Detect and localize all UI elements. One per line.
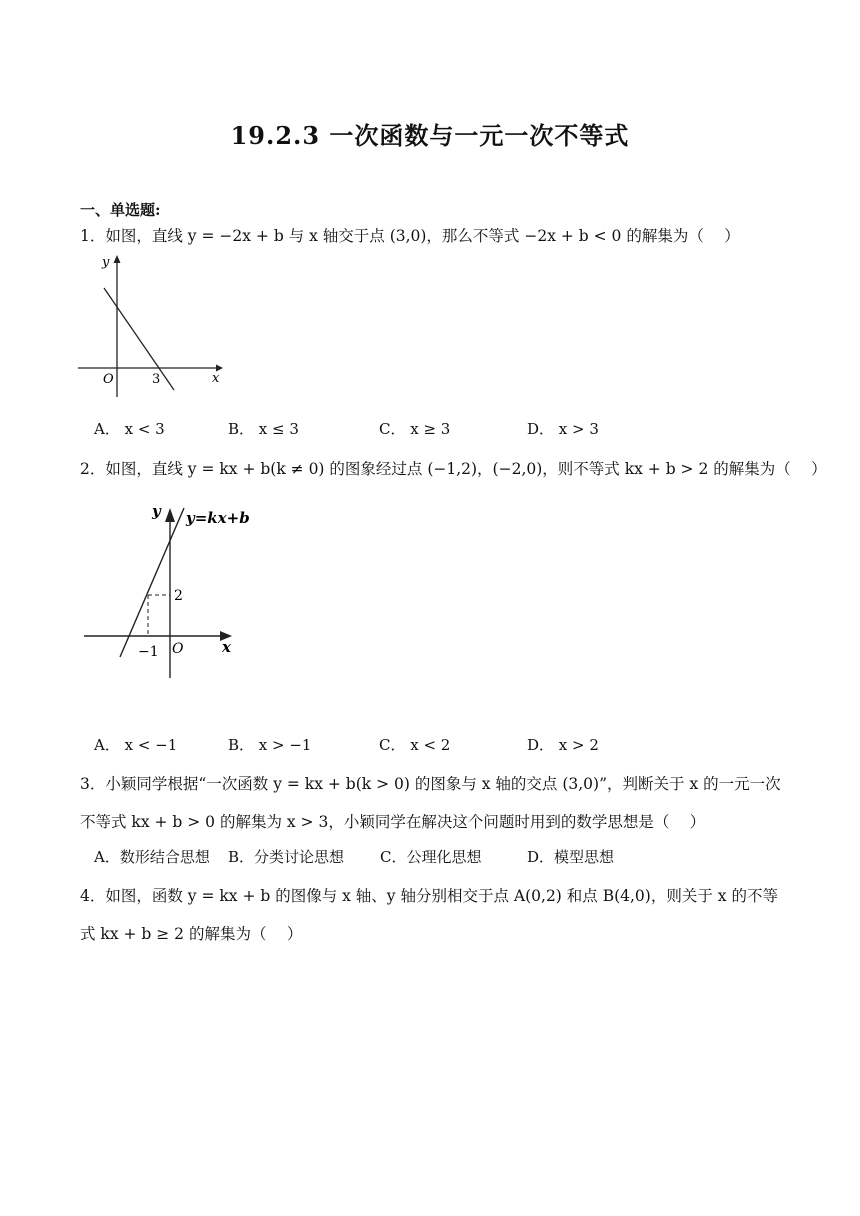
y-axis-label: y (102, 255, 110, 270)
question-2-text: 2．如图，直线 y = kx + b(k ≠ 0) 的图象经过点 (−1,2)，(−2,0)，则不等式 kx + b > 2 的解集为（ ） (80, 460, 827, 478)
origin-label: O (172, 641, 184, 657)
y-axis-label: y (152, 502, 161, 520)
q3-option-b[interactable]: B．分类讨论思想 (228, 848, 345, 866)
q2-option-d[interactable]: D． x > 2 (527, 736, 599, 754)
x-intercept-label: 3 (152, 372, 161, 387)
q3-option-a[interactable]: A．数形结合思想 (94, 848, 210, 866)
y-axis-arrow-icon (165, 508, 175, 522)
x-axis-label: x (222, 638, 231, 656)
q3-option-c[interactable]: C．公理化思想 (380, 848, 482, 866)
section-heading: 一、单选题: (80, 201, 161, 219)
q1-option-a[interactable]: A． x < 3 (94, 420, 165, 438)
question-1-text: 1．如图，直线 y = −2x + b 与 x 轴交于点 (3,0)，那么不等式 −2x + b < 0 的解集为（ ） (80, 227, 740, 245)
y-axis-arrow-icon (114, 255, 121, 263)
question-2-graph (80, 500, 260, 680)
question-3-line-1: 3．小颖同学根据“一次函数 y = kx + b(k > 0) 的图象与 x 轴的交点 (3,0)”，判断关于 x 的一元一次 (80, 775, 781, 793)
q1-option-d[interactable]: D． x > 3 (527, 420, 599, 438)
q2-option-a[interactable]: A． x < −1 (94, 736, 178, 754)
q1-option-b[interactable]: B． x ≤ 3 (228, 420, 299, 438)
page-title: 19.2.3 一次函数与一元一次不等式 (230, 121, 630, 150)
line-label: y=kx+b (186, 509, 250, 527)
origin-label: O (103, 372, 114, 387)
x-axis-label: x (212, 371, 220, 386)
q1-option-c[interactable]: C． x ≥ 3 (379, 420, 451, 438)
q3-option-d[interactable]: D．模型思想 (527, 848, 615, 866)
q2-option-c[interactable]: C． x < 2 (379, 736, 451, 754)
y-tick-label: 2 (174, 588, 183, 604)
question-4-line-1: 4．如图，函数 y = kx + b 的图像与 x 轴、y 轴分别相交于点 A(0,2) 和点 B(4,0)，则关于 x 的不等 (80, 887, 778, 905)
question-1-graph (76, 252, 226, 402)
function-line (120, 508, 184, 657)
function-line (104, 288, 174, 390)
x-tick-label: −1 (138, 644, 159, 660)
question-4-line-2: 式 kx + b ≥ 2 的解集为（ ） (80, 925, 303, 943)
q2-option-b[interactable]: B． x > −1 (228, 736, 312, 754)
question-3-line-2: 不等式 kx + b > 0 的解集为 x > 3，小颖同学在解决这个问题时用到的数学思想是（ ） (80, 813, 706, 831)
